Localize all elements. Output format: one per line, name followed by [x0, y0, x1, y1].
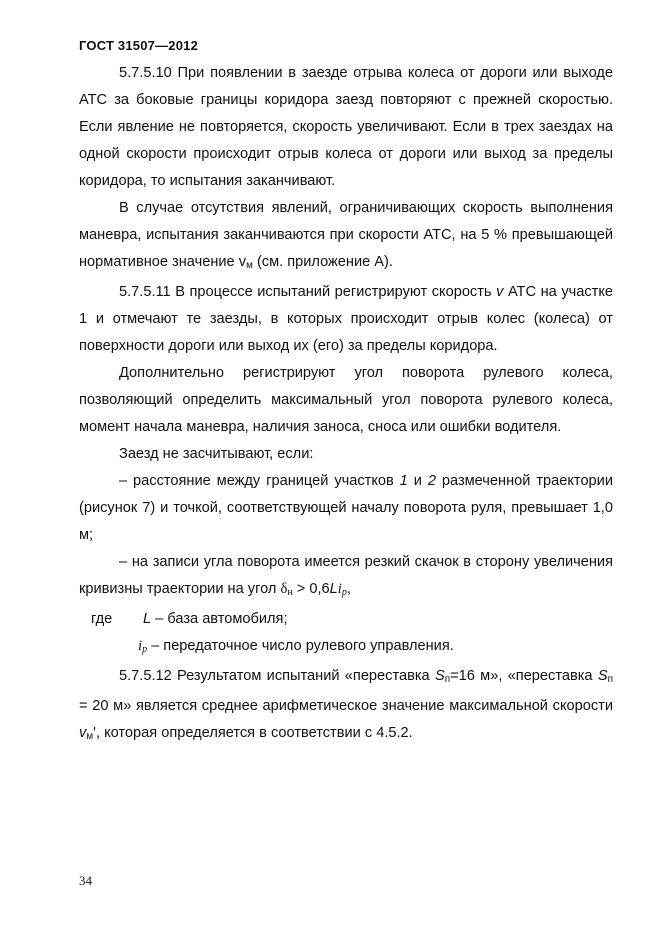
list-item-angle: [79, 549, 613, 606]
where-line-i: [91, 633, 613, 663]
text-line: водителя.: [494, 419, 562, 435]
text-line: (см. приложение А).: [252, 254, 393, 270]
symbol-L: L: [143, 611, 152, 627]
section-number: 1: [399, 473, 408, 489]
page-number: 34: [79, 873, 92, 888]
text-line: ,: [346, 581, 351, 597]
text-line: увеличения кривизны траектории на угол: [79, 554, 613, 597]
symbol-i: i: [138, 638, 143, 654]
text-line: – на записи угла поворота имеется резкий скачок в сторону: [119, 554, 530, 570]
text-line: позволяющий определить максимальный угол поворота рулевого: [79, 392, 553, 408]
subscript: р: [142, 644, 148, 655]
text-line: – расстояние между границей участков: [119, 473, 400, 489]
where-label: где: [91, 611, 113, 627]
text-line: = 20 м» является среднее арифметическое значение: [79, 698, 445, 714]
text-line: 5.7.5.12 Результатом испытаний «переставка: [119, 668, 435, 684]
paragraph-5-7-5-12: [79, 663, 613, 750]
symbol-v: v: [79, 725, 87, 741]
text-line: > 0,6: [292, 581, 330, 597]
definition-text: – передаточное число рулевого управления.: [147, 638, 454, 654]
text-line: В случае отсутствия явлений, ограничивающих скорость: [119, 200, 523, 216]
paragraph-5-7-5-11: [79, 279, 613, 360]
definition-text: – база автомобиля;: [151, 611, 288, 627]
text-line: (колеса) от поверхности дороги или выход их (его) за пределы коридора.: [79, 311, 613, 354]
paragraph-5-7-5-10: [79, 60, 613, 195]
text-line: скоростью. Если явление не повторяется, скорость увеличивают. Если в: [79, 92, 613, 135]
text-line: участке 1 и отмечают те заезды, в которых происходит отрыв колес: [79, 284, 613, 327]
subscript: м: [86, 731, 94, 742]
document-header-code: ГОСТ 31507—2012: [79, 38, 198, 53]
symbol-S: S: [597, 668, 608, 684]
text-line: максимальной скорости: [449, 698, 613, 714]
symbol-S: S: [434, 668, 445, 684]
not-counted-intro: Заезд не засчитывают, если:: [119, 446, 314, 462]
text-line: 5.7.5.10 При появлении в заезде отрыва колеса от дороги или: [119, 65, 558, 81]
text-line: Дополнительно регистрируют угол поворота рулевого колеса,: [119, 365, 613, 381]
page-body: [79, 60, 613, 750]
symbol-L: L: [329, 581, 338, 597]
symbol-i: i: [337, 581, 342, 597]
text-line: и: [407, 473, 428, 489]
text-line: выходе АТС за боковые границы коридора заезд повторяют с прежней: [79, 65, 613, 108]
section-number: 2: [427, 473, 436, 489]
text-line: ', которая определяется в соответствии с: [93, 725, 373, 741]
text-line: выполнения маневра, испытания заканчиваются при скорости АТС, на: [79, 200, 613, 243]
text-line: АТС на: [503, 284, 557, 300]
paragraph-absence: [79, 195, 613, 279]
subscript: м: [246, 260, 253, 271]
symbol-delta: δ: [280, 581, 288, 597]
text-line: 5 % превышающей нормативное значение v: [79, 227, 613, 270]
subscript: п: [444, 674, 451, 685]
subscript: р: [341, 587, 347, 598]
text-line: 5.7.5.11 В процессе испытаний регистрируют скорость: [119, 284, 497, 300]
text-line: 4.5.2.: [376, 725, 413, 741]
text-line: размеченной: [435, 473, 531, 489]
text-line: траектории (рисунок 7) и точкой, соответствующей началу поворота: [79, 473, 613, 516]
where-line-L: [91, 606, 613, 633]
symbol-v: v: [496, 284, 504, 300]
text-line: выход за пределы коридора, то испытания заканчивают.: [79, 146, 613, 189]
subscript: п: [607, 674, 613, 685]
text-line: трех заездах на одной скорости происходит отрыв колеса от дороги или: [79, 119, 613, 162]
list-item-distance: [79, 468, 613, 549]
text-line: «переставка: [507, 668, 598, 684]
paragraph-additional: [79, 360, 613, 441]
text-line: руля, превышает 1,0 м;: [79, 500, 613, 543]
subscript: н: [287, 587, 293, 598]
where-definitions: [79, 606, 613, 663]
text-line: =16 м»,: [450, 668, 503, 684]
text-line: колеса, момент начала маневра, наличия заноса, сноса или ошибки: [79, 392, 614, 435]
